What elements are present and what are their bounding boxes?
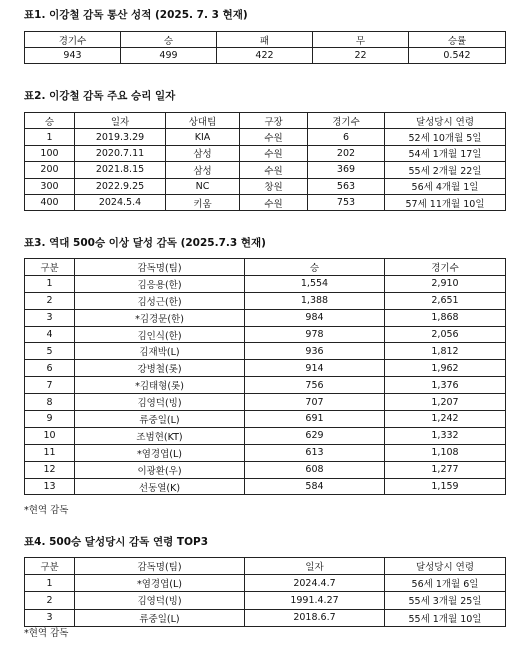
header-age: 달성당시 연령 [385,558,506,575]
table-row [25,194,506,210]
cell: 김영덕(빙) [75,394,245,411]
cell: 1,159 [385,478,506,495]
cell: 10 [25,427,75,444]
table-row [25,129,506,145]
table-row [25,145,506,161]
cell: 1,108 [385,444,506,461]
cell: *김태형(롯) [75,377,245,394]
table-row [25,377,506,394]
cell: 1,242 [385,411,506,428]
table-header-row [25,113,506,129]
table-row [25,48,506,64]
cell: 1 [25,275,75,292]
cell: 2,651 [385,292,506,309]
cell-wins: 499 [121,48,217,64]
table-row [25,444,506,461]
cell: 400 [25,194,75,210]
cell: 삼성 [166,162,240,178]
cell: 2020.7.11 [75,145,166,161]
header-date: 일자 [75,113,166,129]
cell: 2024.4.7 [245,575,385,592]
table-row [25,326,506,343]
cell: 756 [245,377,385,394]
cell: 1,388 [245,292,385,309]
cell: 1,812 [385,343,506,360]
cell: 300 [25,178,75,194]
header-wins: 승 [121,32,217,48]
cell: 56세 4개월 1일 [385,178,506,194]
header-draws: 무 [313,32,409,48]
cell: 2021.8.15 [75,162,166,178]
cell: KIA [166,129,240,145]
cell: 11 [25,444,75,461]
cell: 김영덕(빙) [75,592,245,609]
cell: NC [166,178,240,194]
cell: 1,376 [385,377,506,394]
cell: 55세 3개월 25일 [385,592,506,609]
cell: 김응용(한) [75,275,245,292]
cell: 613 [245,444,385,461]
header-games: 경기수 [25,32,121,48]
header-manager: 감독명(팀) [75,259,245,276]
header-opponent: 상대팀 [166,113,240,129]
header-wins: 승 [245,259,385,276]
cell: 608 [245,461,385,478]
table-row [25,178,506,194]
cell: 수원 [240,194,308,210]
cell: 삼성 [166,145,240,161]
table3-500-win-managers [24,258,506,495]
table-row [25,360,506,377]
cell-losses: 422 [217,48,313,64]
cell: 100 [25,145,75,161]
cell: 4 [25,326,75,343]
cell: 369 [308,162,385,178]
cell: *김경문(한) [75,309,245,326]
cell: 2 [25,292,75,309]
header-win-rate: 승률 [409,32,506,48]
table1-title: 표1. 이강철 감독 통산 성적 (2025. 7. 3 현재) [24,9,248,21]
table-row [25,478,506,495]
cell: 8 [25,394,75,411]
cell: 52세 10개월 5일 [385,129,506,145]
cell: 3 [25,309,75,326]
cell: 12 [25,461,75,478]
cell: 2022.9.25 [75,178,166,194]
table3-title: 표3. 역대 500승 이상 달성 감독 (2025.7.3 현재) [24,237,266,249]
table4-title: 표4. 500승 달성당시 감독 연령 TOP3 [24,536,209,548]
cell: 류중일(L) [75,411,245,428]
table-row [25,609,506,626]
cell: 2019.3.29 [75,129,166,145]
cell: 김성근(한) [75,292,245,309]
cell: *염경엽(L) [75,444,245,461]
header-manager: 감독명(팀) [75,558,245,575]
cell: 이광환(우) [75,461,245,478]
cell: 조범현(KT) [75,427,245,444]
header-games: 경기수 [385,259,506,276]
cell: 1,868 [385,309,506,326]
cell: 584 [245,478,385,495]
cell: 5 [25,343,75,360]
cell: 57세 11개월 10일 [385,194,506,210]
table-header-row [25,259,506,276]
cell: 914 [245,360,385,377]
table-row [25,461,506,478]
cell: 1 [25,129,75,145]
cell: 1,962 [385,360,506,377]
cell: 9 [25,411,75,428]
cell: 629 [245,427,385,444]
cell: 1991.4.27 [245,592,385,609]
cell: *염경엽(L) [75,575,245,592]
cell: 984 [245,309,385,326]
cell-games: 943 [25,48,121,64]
cell: 753 [308,194,385,210]
cell: 2018.6.7 [245,609,385,626]
table-header-row [25,558,506,575]
header-win-number: 승 [25,113,75,129]
table-row [25,427,506,444]
cell-win-rate: 0.542 [409,48,506,64]
header-rank: 구분 [25,558,75,575]
cell: 1,332 [385,427,506,444]
table-row [25,309,506,326]
cell: 2 [25,592,75,609]
table-row [25,411,506,428]
cell: 6 [308,129,385,145]
cell: 류중일(L) [75,609,245,626]
cell: 978 [245,326,385,343]
table-row [25,575,506,592]
table4-age-top3 [24,557,506,627]
cell: 1,277 [385,461,506,478]
header-games: 경기수 [308,113,385,129]
table-row [25,292,506,309]
cell: 55세 2개월 22일 [385,162,506,178]
header-age: 달성당시 연령 [385,113,506,129]
header-losses: 패 [217,32,313,48]
table-row [25,394,506,411]
table-row [25,343,506,360]
cell: 54세 1개월 17일 [385,145,506,161]
header-date: 일자 [245,558,385,575]
cell: 수원 [240,145,308,161]
cell: 202 [308,145,385,161]
cell: 1,207 [385,394,506,411]
cell: 김인식(한) [75,326,245,343]
cell: 선동열(K) [75,478,245,495]
table1-career-record [24,31,506,64]
cell: 56세 1개월 6일 [385,575,506,592]
cell-draws: 22 [313,48,409,64]
cell: 55세 1개월 10일 [385,609,506,626]
header-rank: 구분 [25,259,75,276]
cell: 13 [25,478,75,495]
header-stadium: 구장 [240,113,308,129]
table-row [25,162,506,178]
cell: 키움 [166,194,240,210]
cell: 200 [25,162,75,178]
cell: 강병철(롯) [75,360,245,377]
cell: 7 [25,377,75,394]
cell: 2024.5.4 [75,194,166,210]
table-header-row [25,32,506,48]
cell: 707 [245,394,385,411]
cell: 수원 [240,129,308,145]
table-row [25,275,506,292]
cell: 691 [245,411,385,428]
cell: 1 [25,575,75,592]
table2-title: 표2. 이강철 감독 주요 승리 일자 [24,90,176,102]
cell: 수원 [240,162,308,178]
table-row [25,592,506,609]
cell: 3 [25,609,75,626]
cell: 6 [25,360,75,377]
cell: 1,554 [245,275,385,292]
cell: 936 [245,343,385,360]
table2-milestone-wins [24,112,506,211]
table3-footnote: *현역 감독 [24,505,69,516]
cell: 2,056 [385,326,506,343]
cell: 563 [308,178,385,194]
cell: 창원 [240,178,308,194]
table4-footnote: *현역 감독 [24,628,69,639]
cell: 김재박(L) [75,343,245,360]
cell: 2,910 [385,275,506,292]
